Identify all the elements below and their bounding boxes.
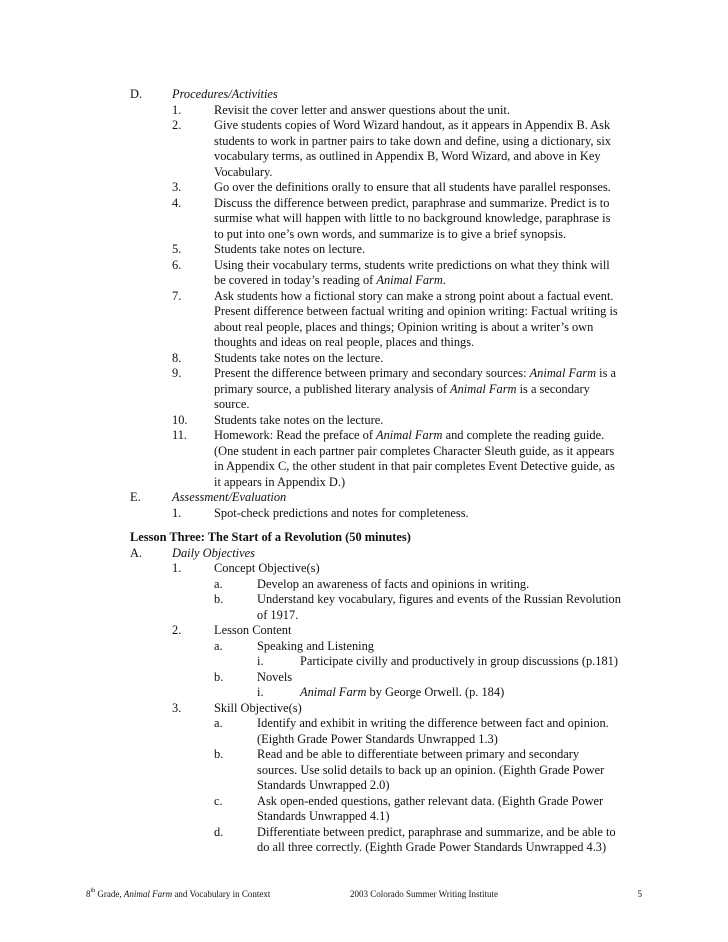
skill-d-line — [0, 840, 728, 856]
spacer — [0, 521, 728, 530]
item-text: students to work in partner pairs to take down and define, using a dictionary, six — [214, 133, 611, 148]
item-number: 11. — [172, 428, 188, 442]
section-e-title: Assessment/Evaluation — [172, 490, 287, 504]
sub-text: Novels — [257, 669, 293, 684]
skill-c-line — [0, 809, 728, 825]
sub-text: Ask open-ended questions, gather relevant data. (Eighth Grade Power — [257, 793, 604, 808]
skill-b-line — [0, 763, 728, 779]
d-item-11 — [0, 428, 728, 444]
sub-label: a. — [214, 638, 223, 653]
section-a-label: A. — [130, 545, 143, 560]
sub-text: Develop an awareness of facts and opinions in writing. — [257, 576, 530, 591]
item-number: 2. — [172, 118, 182, 132]
item-text: be covered in today’s reading of Animal Farm. — [214, 273, 446, 287]
sub-text: Identify and exhibit in writing the difference between fact and opinion. — [257, 716, 609, 730]
content-b — [0, 670, 728, 686]
concept-objectives — [0, 561, 728, 577]
item-text: Skill Objective(s) — [214, 700, 302, 715]
item-text: Students take notes on the lecture. — [214, 350, 384, 365]
sub-text: Standards Unwrapped 2.0) — [257, 778, 390, 792]
concept-b — [0, 592, 728, 608]
d-item-4-line — [0, 227, 728, 243]
item-text: primary source, a published literary analysis of Animal Farm is a secondary — [214, 381, 590, 396]
lesson-content — [0, 623, 728, 639]
sub-text: Understand key vocabulary, figures and events of the Russian Revolution — [257, 592, 621, 606]
item-text: Ask students how a fictional story can make a strong point about a factual event. — [214, 288, 614, 303]
item-number: 5. — [172, 242, 182, 256]
item-number: 7. — [172, 288, 182, 303]
d-item-9-line — [0, 397, 728, 413]
section-a-title: Daily Objectives — [172, 545, 255, 560]
item-text: surmise what will happen with little to no background knowledge, paraphrase is — [214, 211, 611, 225]
lesson-three-heading — [0, 530, 728, 546]
item-text: Spot-check predictions and notes for completeness. — [214, 505, 469, 520]
item-text: Vocabulary. — [214, 164, 273, 179]
subsub-text: Animal Farm by George Orwell. (p. 184) — [300, 685, 505, 699]
d-item-2 — [0, 118, 728, 134]
skill-b-line — [0, 778, 728, 794]
item-text: to put into one’s own words, and summarize is to give a brief synopsis. — [214, 226, 567, 241]
footer-course-title: 8th Grade, Animal Farm and Vocabulary in Context — [86, 888, 271, 899]
sub-text: (Eighth Grade Power Standards Unwrapped 1.3) — [257, 731, 498, 746]
item-text: in Appendix C, the other student in that pair completes Event Detective guide, as — [214, 459, 615, 473]
item-number: 9. — [172, 366, 182, 380]
item-number: 1. — [172, 561, 182, 575]
d-item-7-line — [0, 304, 728, 320]
e-item-1 — [0, 506, 728, 522]
content-a — [0, 639, 728, 655]
item-number: 3. — [172, 700, 182, 715]
item-number: 10. — [172, 412, 188, 427]
item-text: Students take notes on the lecture. — [214, 412, 384, 427]
concept-b-line — [0, 608, 728, 624]
item-text: Discuss the difference between predict, paraphrase and summarize. Predict is to — [214, 195, 610, 210]
item-number: 6. — [172, 257, 182, 272]
d-item-11-line — [0, 475, 728, 491]
item-text: Students take notes on lecture. — [214, 242, 366, 256]
subsub-label: i. — [257, 685, 264, 699]
section-e-label: E. — [130, 490, 141, 504]
d-item-2-line — [0, 165, 728, 181]
sub-label: b. — [214, 669, 224, 684]
item-number: 3. — [172, 180, 182, 194]
item-text: (One student in each partner pair completes Character Sleuth guide, as it appears — [214, 443, 615, 458]
content-a-i — [0, 654, 728, 670]
sub-text: do all three correctly. (Eighth Grade Power Standards Unwrapped 4.3) — [257, 840, 607, 854]
item-text: Using their vocabulary terms, students write predictions on what they think will — [214, 257, 610, 272]
item-text: about real people, places and things; Opinion writing is about a writer’s own — [214, 319, 594, 334]
sub-label: d. — [214, 824, 224, 839]
item-text: Revisit the cover letter and answer questions about the unit. — [214, 102, 510, 117]
d-item-5 — [0, 242, 728, 258]
item-text: Lesson Content — [214, 623, 292, 637]
d-item-2-line — [0, 149, 728, 165]
item-text: source. — [214, 397, 250, 411]
d-item-11-line — [0, 459, 728, 475]
subsub-label: i. — [257, 654, 264, 668]
d-item-7 — [0, 289, 728, 305]
d-item-9 — [0, 366, 728, 382]
d-item-2-line — [0, 134, 728, 150]
d-item-9-line — [0, 382, 728, 398]
item-text: thoughts and ideas on real people, places and things. — [214, 335, 475, 349]
d-item-11-line — [0, 444, 728, 460]
page-body — [0, 87, 728, 856]
section-d-heading — [0, 87, 728, 103]
item-text: Concept Objective(s) — [214, 561, 320, 575]
sub-text: Speaking and Listening — [257, 638, 375, 653]
item-text: vocabulary terms, as outlined in Appendix B, Word Wizard, and above in Key — [214, 149, 601, 163]
content-b-i — [0, 685, 728, 701]
d-item-7-line — [0, 320, 728, 336]
lesson-title: Lesson Three: The Start of a Revolution (50 minutes) — [130, 530, 411, 544]
page-footer — [86, 887, 642, 901]
sub-text: Standards Unwrapped 4.1) — [257, 809, 390, 823]
skill-c — [0, 794, 728, 810]
sub-label: b. — [214, 592, 224, 606]
sub-label: c. — [214, 793, 223, 808]
concept-a — [0, 577, 728, 593]
skill-b — [0, 747, 728, 763]
sub-text: Differentiate between predict, paraphrase and summarize, and be able to — [257, 824, 616, 839]
d-item-8 — [0, 351, 728, 367]
sub-text: of 1917. — [257, 607, 299, 622]
skill-objectives — [0, 701, 728, 717]
section-d-label: D. — [130, 87, 143, 101]
sub-label: a. — [214, 576, 223, 591]
item-number: 1. — [172, 102, 182, 117]
d-item-10 — [0, 413, 728, 429]
skill-d — [0, 825, 728, 841]
d-item-7-line — [0, 335, 728, 351]
section-a-heading — [0, 546, 728, 562]
section-d-title: Procedures/Activities — [172, 87, 278, 101]
item-number: 2. — [172, 623, 182, 637]
d-item-6 — [0, 258, 728, 274]
section-e-heading — [0, 490, 728, 506]
item-text: Present difference between factual writing and opinion writing: Factual writing is — [214, 304, 618, 318]
page-number: 5 — [637, 889, 642, 899]
item-number: 1. — [172, 505, 182, 520]
d-item-4-line — [0, 211, 728, 227]
d-item-4 — [0, 196, 728, 212]
item-text: Present the difference between primary and secondary sources: Animal Farm is a — [214, 366, 617, 380]
sub-text: sources. Use solid details to back up an opinion. (Eighth Grade Power — [257, 762, 605, 777]
skill-a — [0, 716, 728, 732]
d-item-1 — [0, 103, 728, 119]
item-number: 8. — [172, 350, 182, 365]
item-text: it appears in Appendix D.) — [214, 474, 346, 489]
footer-institute: 2003 Colorado Summer Writing Institute — [350, 889, 498, 899]
sub-label: b. — [214, 747, 224, 761]
sub-text: Read and be able to differentiate between primary and secondary — [257, 747, 580, 761]
item-number: 4. — [172, 195, 182, 210]
sub-label: a. — [214, 716, 223, 730]
item-text: Homework: Read the preface of Animal Farm and complete the reading guide. — [214, 428, 605, 442]
subsub-text: Participate civilly and productively in group discussions (p.181) — [300, 654, 618, 668]
skill-a-line — [0, 732, 728, 748]
item-text: Give students copies of Word Wizard handout, as it appears in Appendix B. Ask — [214, 118, 611, 132]
item-text: Go over the definitions orally to ensure that all students have parallel responses. — [214, 180, 611, 194]
d-item-6-line — [0, 273, 728, 289]
d-item-3 — [0, 180, 728, 196]
